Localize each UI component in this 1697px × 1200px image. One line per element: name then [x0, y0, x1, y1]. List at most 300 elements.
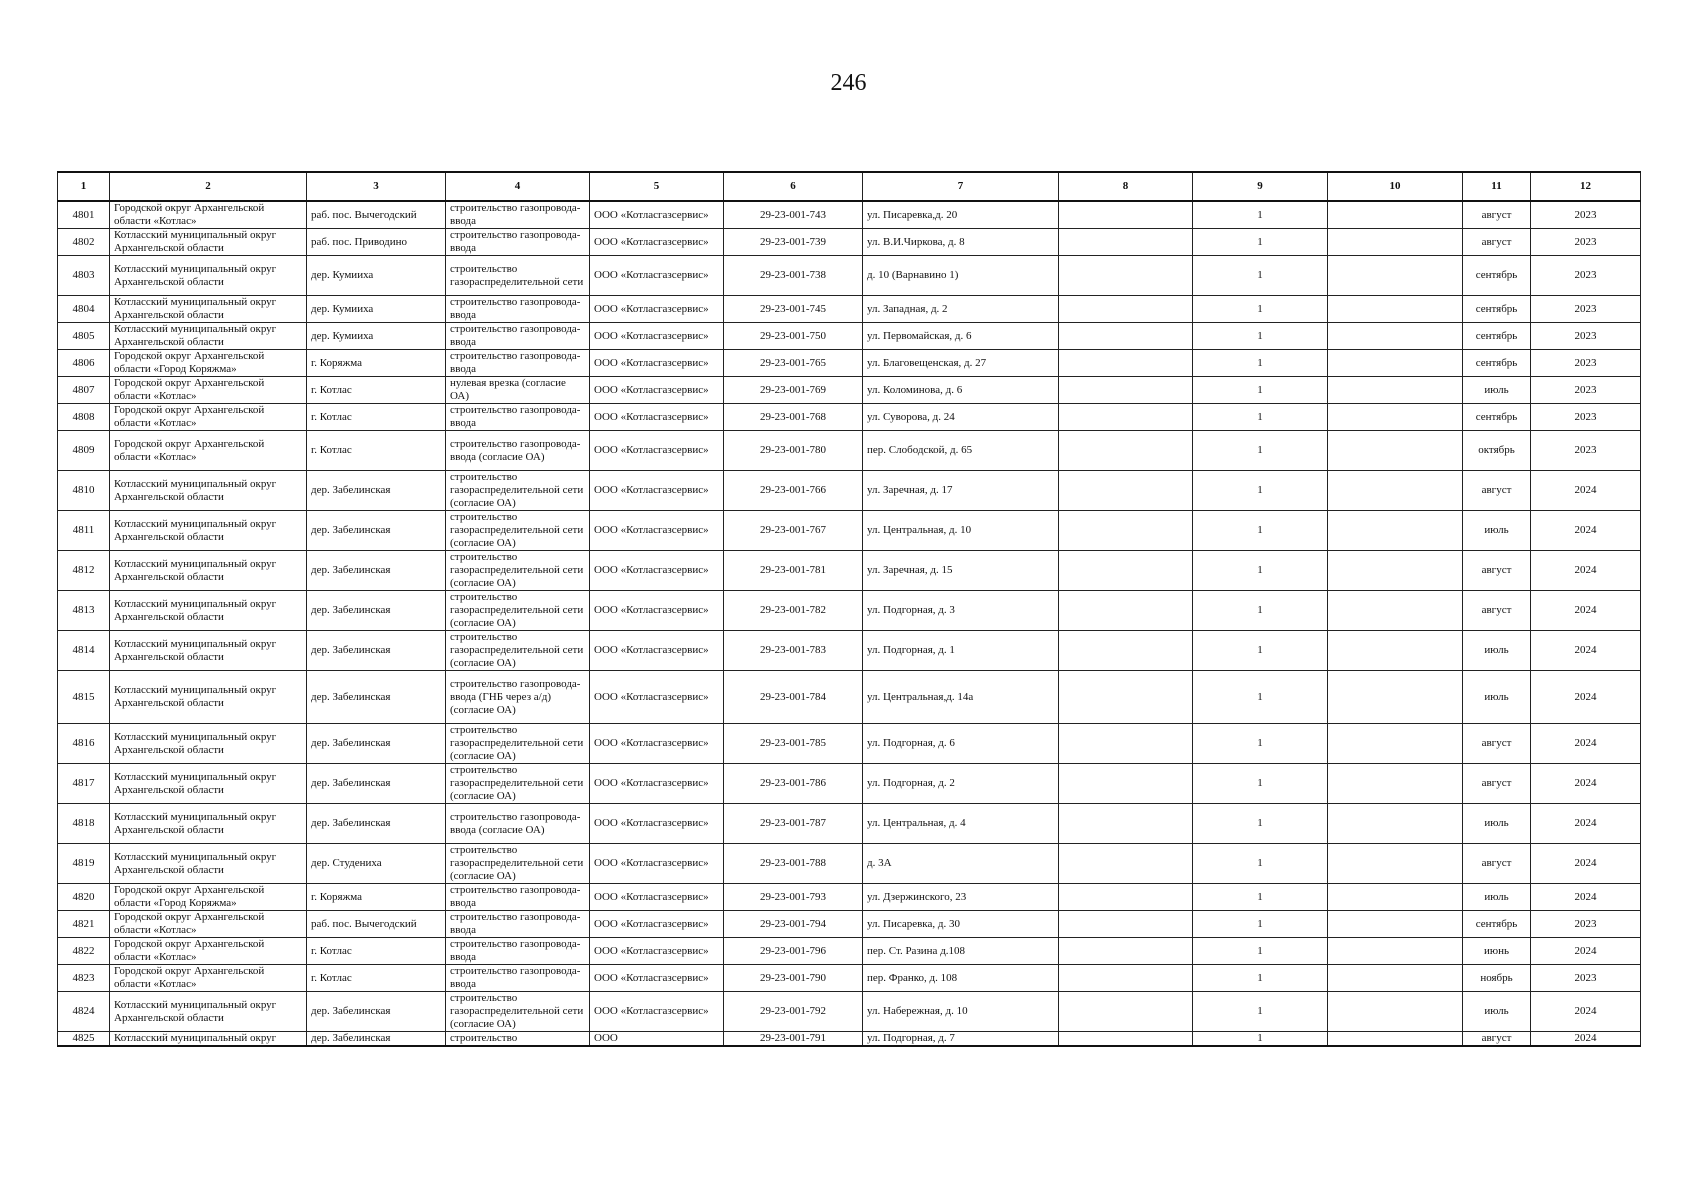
operator-cell: ООО «Котласгазсервис» — [590, 323, 724, 350]
table-row — [58, 350, 1641, 377]
table-row — [58, 551, 1641, 591]
table-row — [58, 296, 1641, 323]
column-10-cell — [1328, 471, 1463, 511]
operator-cell: ООО «Котласгазсервис» — [590, 551, 724, 591]
column-8-cell — [1059, 471, 1193, 511]
municipality-cell: Котласский муниципальный округ Архангельской области — [110, 992, 307, 1032]
column-8-cell — [1059, 844, 1193, 884]
quantity-cell: 1 — [1193, 296, 1328, 323]
column-header: 6 — [724, 172, 863, 201]
column-10-cell — [1328, 724, 1463, 764]
object-code-cell: 29-23-001-792 — [724, 992, 863, 1032]
header-row — [58, 172, 1641, 201]
column-header: 1 — [58, 172, 110, 201]
object-code-cell: 29-23-001-783 — [724, 631, 863, 671]
year-cell: 2024 — [1531, 844, 1641, 884]
column-10-cell — [1328, 938, 1463, 965]
work-type-cell: строительство газопровода-ввода — [446, 911, 590, 938]
work-type-cell: строительство газораспределительной сети (согласие ОА) — [446, 471, 590, 511]
column-10-cell — [1328, 404, 1463, 431]
table-row — [58, 911, 1641, 938]
table-row — [58, 992, 1641, 1032]
year-cell: 2023 — [1531, 296, 1641, 323]
quantity-cell: 1 — [1193, 229, 1328, 256]
table-row — [58, 844, 1641, 884]
work-type-cell: строительство газопровода-ввода — [446, 323, 590, 350]
column-10-cell — [1328, 911, 1463, 938]
locality-cell: г. Коряжма — [307, 350, 446, 377]
column-8-cell — [1059, 804, 1193, 844]
operator-cell: ООО «Котласгазсервис» — [590, 884, 724, 911]
quantity-cell: 1 — [1193, 256, 1328, 296]
quantity-cell: 1 — [1193, 671, 1328, 724]
locality-cell: дер. Кумииха — [307, 323, 446, 350]
locality-cell: г. Котлас — [307, 965, 446, 992]
month-cell: ноябрь — [1463, 965, 1531, 992]
row-number: 4801 — [58, 201, 110, 229]
page-number: 246 — [830, 70, 867, 96]
address-cell: ул. Коломинова, д. 6 — [863, 377, 1059, 404]
year-cell: 2024 — [1531, 884, 1641, 911]
year-cell: 2024 — [1531, 938, 1641, 965]
table-row — [58, 229, 1641, 256]
year-cell: 2024 — [1531, 804, 1641, 844]
quantity-cell: 1 — [1193, 511, 1328, 551]
row-number: 4816 — [58, 724, 110, 764]
row-number: 4805 — [58, 323, 110, 350]
quantity-cell: 1 — [1193, 764, 1328, 804]
column-10-cell — [1328, 1032, 1463, 1047]
column-header: 4 — [446, 172, 590, 201]
municipality-cell: Котласский муниципальный округ Архангельской области — [110, 323, 307, 350]
table-row — [58, 256, 1641, 296]
month-cell: сентябрь — [1463, 404, 1531, 431]
municipality-cell: Городской округ Архангельской области «Котлас» — [110, 377, 307, 404]
quantity-cell: 1 — [1193, 201, 1328, 229]
locality-cell: дер. Забелинская — [307, 764, 446, 804]
column-10-cell — [1328, 296, 1463, 323]
object-code-cell: 29-23-001-781 — [724, 551, 863, 591]
column-10-cell — [1328, 591, 1463, 631]
work-type-cell: строительство газораспределительной сети (согласие ОА) — [446, 631, 590, 671]
column-header: 11 — [1463, 172, 1531, 201]
municipality-cell: Котласский муниципальный округ Архангельской области — [110, 631, 307, 671]
operator-cell: ООО «Котласгазсервис» — [590, 631, 724, 671]
column-10-cell — [1328, 377, 1463, 404]
object-code-cell: 29-23-001-765 — [724, 350, 863, 377]
work-type-cell: строительство газопровода-ввода — [446, 350, 590, 377]
locality-cell: дер. Забелинская — [307, 471, 446, 511]
table-row — [58, 404, 1641, 431]
address-cell: ул. Набережная, д. 10 — [863, 992, 1059, 1032]
row-number: 4821 — [58, 911, 110, 938]
object-code-cell: 29-23-001-768 — [724, 404, 863, 431]
row-number: 4813 — [58, 591, 110, 631]
year-cell: 2023 — [1531, 201, 1641, 229]
row-number: 4809 — [58, 431, 110, 471]
object-code-cell: 29-23-001-750 — [724, 323, 863, 350]
work-type-cell: строительство газораспределительной сети (согласие ОА) — [446, 551, 590, 591]
month-cell: июль — [1463, 992, 1531, 1032]
column-10-cell — [1328, 631, 1463, 671]
object-code-cell: 29-23-001-769 — [724, 377, 863, 404]
quantity-cell: 1 — [1193, 884, 1328, 911]
municipality-cell: Котласский муниципальный округ Архангельской области — [110, 296, 307, 323]
locality-cell: раб. пос. Приводино — [307, 229, 446, 256]
work-type-cell: строительство газораспределительной сети (согласие ОА) — [446, 591, 590, 631]
quantity-cell: 1 — [1193, 1032, 1328, 1047]
locality-cell: дер. Кумииха — [307, 296, 446, 323]
month-cell: август — [1463, 591, 1531, 631]
column-8-cell — [1059, 884, 1193, 911]
column-header: 3 — [307, 172, 446, 201]
row-number: 4824 — [58, 992, 110, 1032]
column-8-cell — [1059, 631, 1193, 671]
address-cell: ул. Центральная, д. 4 — [863, 804, 1059, 844]
municipality-cell: Городской округ Архангельской области «Котлас» — [110, 201, 307, 229]
table-row — [58, 671, 1641, 724]
municipality-cell: Котласский муниципальный округ Архангельской области — [110, 724, 307, 764]
month-cell: июль — [1463, 631, 1531, 671]
column-8-cell — [1059, 377, 1193, 404]
row-number: 4819 — [58, 844, 110, 884]
operator-cell: ООО «Котласгазсервис» — [590, 296, 724, 323]
locality-cell: дер. Студениха — [307, 844, 446, 884]
operator-cell: ООО «Котласгазсервис» — [590, 844, 724, 884]
object-code-cell: 29-23-001-790 — [724, 965, 863, 992]
object-code-cell: 29-23-001-794 — [724, 911, 863, 938]
municipality-cell: Котласский муниципальный округ — [110, 1032, 307, 1047]
work-type-cell: строительство газораспределительной сети (согласие ОА) — [446, 724, 590, 764]
month-cell: июль — [1463, 671, 1531, 724]
work-type-cell: строительство — [446, 1032, 590, 1047]
row-number: 4820 — [58, 884, 110, 911]
column-header: 7 — [863, 172, 1059, 201]
column-header: 12 — [1531, 172, 1641, 201]
month-cell: июль — [1463, 884, 1531, 911]
work-type-cell: строительство газораспределительной сети — [446, 256, 590, 296]
month-cell: август — [1463, 201, 1531, 229]
locality-cell: дер. Забелинская — [307, 724, 446, 764]
column-8-cell — [1059, 591, 1193, 631]
year-cell: 2023 — [1531, 965, 1641, 992]
month-cell: август — [1463, 1032, 1531, 1047]
object-code-cell: 29-23-001-745 — [724, 296, 863, 323]
column-8-cell — [1059, 938, 1193, 965]
table-row — [58, 377, 1641, 404]
object-code-cell: 29-23-001-796 — [724, 938, 863, 965]
column-10-cell — [1328, 804, 1463, 844]
column-10-cell — [1328, 511, 1463, 551]
operator-cell: ООО «Котласгазсервис» — [590, 724, 724, 764]
address-cell: ул. Писаревка,д. 20 — [863, 201, 1059, 229]
work-type-cell: строительство газопровода-ввода — [446, 404, 590, 431]
year-cell: 2023 — [1531, 323, 1641, 350]
column-8-cell — [1059, 511, 1193, 551]
row-number: 4810 — [58, 471, 110, 511]
quantity-cell: 1 — [1193, 591, 1328, 631]
object-code-cell: 29-23-001-791 — [724, 1032, 863, 1047]
work-type-cell: строительство газопровода-ввода (согласие ОА) — [446, 804, 590, 844]
quantity-cell: 1 — [1193, 551, 1328, 591]
locality-cell: г. Котлас — [307, 431, 446, 471]
column-10-cell — [1328, 671, 1463, 724]
column-8-cell — [1059, 671, 1193, 724]
year-cell: 2023 — [1531, 404, 1641, 431]
table-row — [58, 764, 1641, 804]
object-code-cell: 29-23-001-766 — [724, 471, 863, 511]
month-cell: июль — [1463, 511, 1531, 551]
year-cell: 2024 — [1531, 631, 1641, 671]
table-row — [58, 471, 1641, 511]
month-cell: июнь — [1463, 938, 1531, 965]
operator-cell: ООО «Котласгазсервис» — [590, 404, 724, 431]
operator-cell: ООО «Котласгазсервис» — [590, 511, 724, 551]
table-row — [58, 631, 1641, 671]
row-number: 4806 — [58, 350, 110, 377]
work-type-cell: строительство газопровода-ввода — [446, 229, 590, 256]
locality-cell: дер. Забелинская — [307, 804, 446, 844]
operator-cell: ООО «Котласгазсервис» — [590, 229, 724, 256]
column-8-cell — [1059, 764, 1193, 804]
column-8-cell — [1059, 551, 1193, 591]
year-cell: 2024 — [1531, 591, 1641, 631]
row-number: 4814 — [58, 631, 110, 671]
work-type-cell: строительство газопровода-ввода — [446, 884, 590, 911]
month-cell: сентябрь — [1463, 323, 1531, 350]
column-10-cell — [1328, 229, 1463, 256]
municipality-cell: Городской округ Архангельской области «Котлас» — [110, 965, 307, 992]
work-type-cell: строительство газопровода-ввода (ГНБ через а/д) (согласие ОА) — [446, 671, 590, 724]
object-code-cell: 29-23-001-767 — [724, 511, 863, 551]
month-cell: сентябрь — [1463, 296, 1531, 323]
month-cell: июль — [1463, 377, 1531, 404]
address-cell: ул. Подгорная, д. 2 — [863, 764, 1059, 804]
quantity-cell: 1 — [1193, 377, 1328, 404]
address-cell: ул. Центральная, д. 10 — [863, 511, 1059, 551]
municipality-cell: Котласский муниципальный округ Архангельской области — [110, 511, 307, 551]
year-cell: 2024 — [1531, 511, 1641, 551]
column-8-cell — [1059, 992, 1193, 1032]
month-cell: октябрь — [1463, 431, 1531, 471]
column-10-cell — [1328, 256, 1463, 296]
address-cell: д. 3А — [863, 844, 1059, 884]
address-cell: пер. Ст. Разина д.108 — [863, 938, 1059, 965]
work-type-cell: строительство газопровода-ввода (согласие ОА) — [446, 431, 590, 471]
column-header: 5 — [590, 172, 724, 201]
quantity-cell: 1 — [1193, 844, 1328, 884]
year-cell: 2024 — [1531, 764, 1641, 804]
year-cell: 2023 — [1531, 229, 1641, 256]
column-8-cell — [1059, 404, 1193, 431]
column-8-cell — [1059, 965, 1193, 992]
column-8-cell — [1059, 431, 1193, 471]
row-number: 4802 — [58, 229, 110, 256]
quantity-cell: 1 — [1193, 431, 1328, 471]
municipality-cell: Городской округ Архангельской области «Город Коряжма» — [110, 884, 307, 911]
locality-cell: г. Котлас — [307, 377, 446, 404]
table-row — [58, 511, 1641, 551]
year-cell: 2023 — [1531, 256, 1641, 296]
address-cell: ул. Заречная, д. 15 — [863, 551, 1059, 591]
row-number: 4823 — [58, 965, 110, 992]
quantity-cell: 1 — [1193, 471, 1328, 511]
month-cell: август — [1463, 724, 1531, 764]
operator-cell: ООО — [590, 1032, 724, 1047]
work-type-cell: строительство газораспределительной сети (согласие ОА) — [446, 844, 590, 884]
address-cell: ул. Западная, д. 2 — [863, 296, 1059, 323]
address-cell: ул. Суворова, д. 24 — [863, 404, 1059, 431]
work-type-cell: строительство газораспределительной сети (согласие ОА) — [446, 764, 590, 804]
address-cell: ул. Подгорная, д. 3 — [863, 591, 1059, 631]
work-type-cell: строительство газораспределительной сети (согласие ОА) — [446, 992, 590, 1032]
municipality-cell: Котласский муниципальный округ Архангельской области — [110, 471, 307, 511]
table-row — [58, 431, 1641, 471]
address-cell: ул. Заречная, д. 17 — [863, 471, 1059, 511]
column-8-cell — [1059, 296, 1193, 323]
locality-cell: дер. Забелинская — [307, 511, 446, 551]
object-code-cell: 29-23-001-784 — [724, 671, 863, 724]
row-number: 4808 — [58, 404, 110, 431]
address-cell: ул. Писаревка, д. 30 — [863, 911, 1059, 938]
locality-cell: дер. Забелинская — [307, 992, 446, 1032]
column-10-cell — [1328, 201, 1463, 229]
table-row — [58, 965, 1641, 992]
locality-cell: дер. Забелинская — [307, 551, 446, 591]
object-code-cell: 29-23-001-786 — [724, 764, 863, 804]
municipality-cell: Котласский муниципальный округ Архангельской области — [110, 764, 307, 804]
data-table — [57, 171, 1641, 1047]
locality-cell: дер. Забелинская — [307, 1032, 446, 1047]
column-8-cell — [1059, 724, 1193, 764]
object-code-cell: 29-23-001-788 — [724, 844, 863, 884]
address-cell: пер. Франко, д. 108 — [863, 965, 1059, 992]
month-cell: июль — [1463, 804, 1531, 844]
row-number: 4803 — [58, 256, 110, 296]
column-header: 2 — [110, 172, 307, 201]
municipality-cell: Котласский муниципальный округ Архангельской области — [110, 671, 307, 724]
operator-cell: ООО «Котласгазсервис» — [590, 911, 724, 938]
row-number: 4804 — [58, 296, 110, 323]
object-code-cell: 29-23-001-738 — [724, 256, 863, 296]
municipality-cell: Котласский муниципальный округ Архангельской области — [110, 229, 307, 256]
month-cell: август — [1463, 471, 1531, 511]
table-row — [58, 884, 1641, 911]
table-row — [58, 1032, 1641, 1047]
quantity-cell: 1 — [1193, 724, 1328, 764]
quantity-cell: 1 — [1193, 350, 1328, 377]
year-cell: 2024 — [1531, 992, 1641, 1032]
column-10-cell — [1328, 884, 1463, 911]
operator-cell: ООО «Котласгазсервис» — [590, 671, 724, 724]
month-cell: сентябрь — [1463, 256, 1531, 296]
table-row — [58, 724, 1641, 764]
quantity-cell: 1 — [1193, 965, 1328, 992]
address-cell: ул. Дзержинского, 23 — [863, 884, 1059, 911]
municipality-cell: Городской округ Архангельской области «Котлас» — [110, 938, 307, 965]
locality-cell: дер. Кумииха — [307, 256, 446, 296]
object-code-cell: 29-23-001-785 — [724, 724, 863, 764]
column-8-cell — [1059, 201, 1193, 229]
column-10-cell — [1328, 764, 1463, 804]
column-8-cell — [1059, 256, 1193, 296]
row-number: 4817 — [58, 764, 110, 804]
month-cell: сентябрь — [1463, 911, 1531, 938]
year-cell: 2024 — [1531, 671, 1641, 724]
municipality-cell: Городской округ Архангельской области «Город Коряжма» — [110, 350, 307, 377]
operator-cell: ООО «Котласгазсервис» — [590, 377, 724, 404]
table-row — [58, 323, 1641, 350]
column-8-cell — [1059, 911, 1193, 938]
work-type-cell: строительство газопровода-ввода — [446, 965, 590, 992]
municipality-cell: Котласский муниципальный округ Архангельской области — [110, 804, 307, 844]
row-number: 4812 — [58, 551, 110, 591]
table-row — [58, 804, 1641, 844]
locality-cell: раб. пос. Вычегодский — [307, 911, 446, 938]
municipality-cell: Котласский муниципальный округ Архангельской области — [110, 551, 307, 591]
column-10-cell — [1328, 844, 1463, 884]
month-cell: август — [1463, 551, 1531, 591]
column-header: 8 — [1059, 172, 1193, 201]
quantity-cell: 1 — [1193, 323, 1328, 350]
operator-cell: ООО «Котласгазсервис» — [590, 992, 724, 1032]
row-number: 4825 — [58, 1032, 110, 1047]
locality-cell: г. Котлас — [307, 404, 446, 431]
column-8-cell — [1059, 229, 1193, 256]
column-10-cell — [1328, 551, 1463, 591]
row-number: 4822 — [58, 938, 110, 965]
month-cell: август — [1463, 229, 1531, 256]
month-cell: август — [1463, 844, 1531, 884]
year-cell: 2023 — [1531, 377, 1641, 404]
year-cell: 2024 — [1531, 551, 1641, 591]
object-code-cell: 29-23-001-793 — [724, 884, 863, 911]
operator-cell: ООО «Котласгазсервис» — [590, 350, 724, 377]
municipality-cell: Котласский муниципальный округ Архангельской области — [110, 844, 307, 884]
month-cell: август — [1463, 764, 1531, 804]
year-cell: 2024 — [1531, 1032, 1641, 1047]
table-row — [58, 201, 1641, 229]
address-cell: ул. В.И.Чиркова, д. 8 — [863, 229, 1059, 256]
operator-cell: ООО «Котласгазсервис» — [590, 591, 724, 631]
locality-cell: г. Котлас — [307, 938, 446, 965]
table-row — [58, 591, 1641, 631]
operator-cell: ООО «Котласгазсервис» — [590, 256, 724, 296]
row-number: 4815 — [58, 671, 110, 724]
year-cell: 2024 — [1531, 724, 1641, 764]
work-type-cell: нулевая врезка (согласие ОА) — [446, 377, 590, 404]
quantity-cell: 1 — [1193, 404, 1328, 431]
table-row — [58, 938, 1641, 965]
municipality-cell: Городской округ Архангельской области «Котлас» — [110, 911, 307, 938]
column-10-cell — [1328, 350, 1463, 377]
year-cell: 2024 — [1531, 471, 1641, 511]
municipality-cell: Котласский муниципальный округ Архангельской области — [110, 591, 307, 631]
operator-cell: ООО «Котласгазсервис» — [590, 201, 724, 229]
locality-cell: дер. Забелинская — [307, 671, 446, 724]
address-cell: ул. Центральная,д. 14а — [863, 671, 1059, 724]
work-type-cell: строительство газопровода-ввода — [446, 938, 590, 965]
address-cell: ул. Подгорная, д. 6 — [863, 724, 1059, 764]
column-8-cell — [1059, 1032, 1193, 1047]
operator-cell: ООО «Котласгазсервис» — [590, 965, 724, 992]
object-code-cell: 29-23-001-739 — [724, 229, 863, 256]
operator-cell: ООО «Котласгазсервис» — [590, 471, 724, 511]
quantity-cell: 1 — [1193, 992, 1328, 1032]
operator-cell: ООО «Котласгазсервис» — [590, 804, 724, 844]
column-8-cell — [1059, 350, 1193, 377]
row-number: 4818 — [58, 804, 110, 844]
